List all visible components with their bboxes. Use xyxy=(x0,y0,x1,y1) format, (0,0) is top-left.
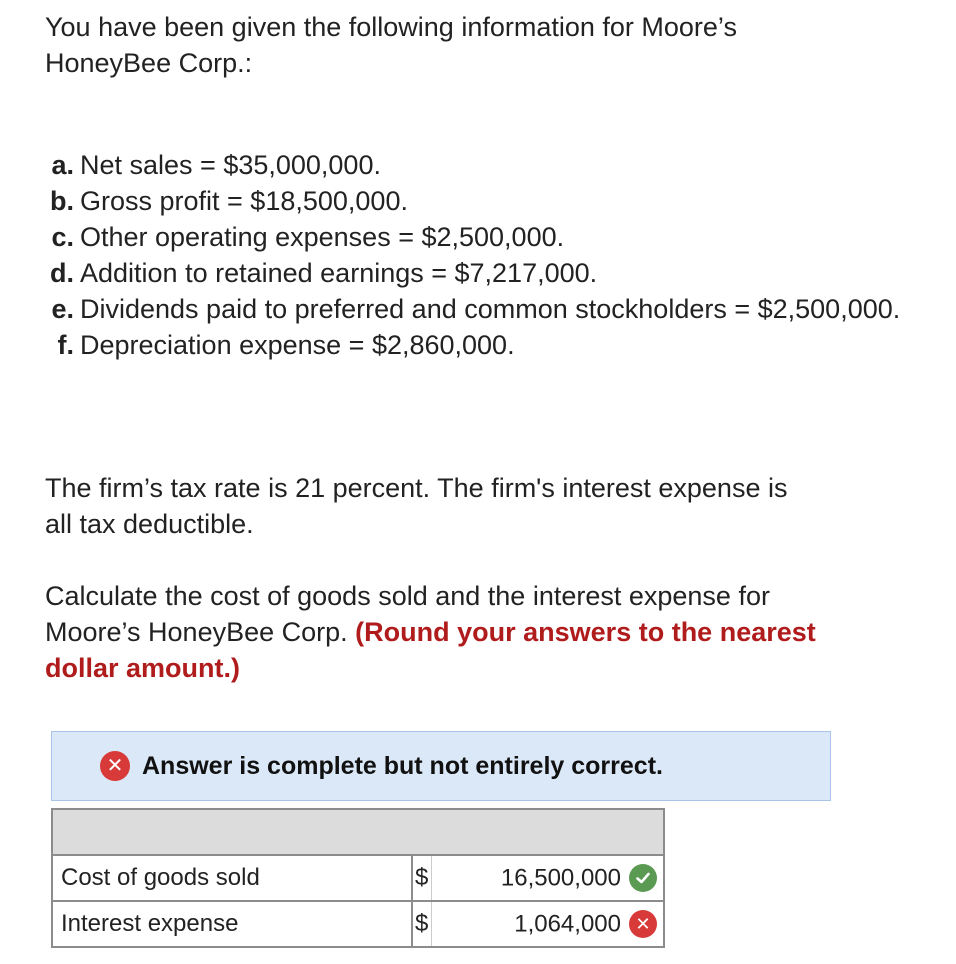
item-label: d. xyxy=(50,258,74,288)
result-banner xyxy=(51,731,831,801)
answer-table xyxy=(51,808,665,948)
question-line-1: Calculate the cost of goods sold and the interest expense for xyxy=(45,581,770,611)
item-text: Dividends paid to preferred and common stockholders = $2,500,000. xyxy=(80,294,901,324)
item-label: a. xyxy=(51,150,74,180)
incorrect-icon: ✕ xyxy=(100,751,130,781)
table-row xyxy=(52,855,664,901)
table-row xyxy=(52,901,664,947)
item-text: Gross profit = $18,500,000. xyxy=(80,186,408,216)
currency-symbol: $ xyxy=(412,901,432,947)
given-info-list xyxy=(45,147,920,363)
item-text: Net sales = $35,000,000. xyxy=(80,150,381,180)
correct-check-icon xyxy=(629,864,657,892)
intro-line-2: HoneyBee Corp.: xyxy=(45,48,253,78)
currency-symbol: $ xyxy=(412,855,432,901)
rounding-instruction-cont: dollar amount.) xyxy=(45,653,240,683)
row-label: Interest expense xyxy=(52,901,412,947)
item-label: e. xyxy=(51,294,74,324)
intro-line-1: You have been given the following information for Moore’s xyxy=(45,12,737,42)
tax-line-1: The firm’s tax rate is 21 percent. The firm's interest expense is xyxy=(45,473,788,503)
result-banner-text: Answer is complete but not entirely correct. xyxy=(142,751,663,780)
answer-value: 16,500,000 xyxy=(500,864,621,892)
item-text: Other operating expenses = $2,500,000. xyxy=(80,222,565,252)
rounding-instruction: (Round your answers to the nearest xyxy=(355,617,816,647)
item-label: f. xyxy=(57,330,74,360)
tax-line-2: all tax deductible. xyxy=(45,509,254,539)
answer-value: 1,064,000 xyxy=(514,910,621,938)
question-text: Moore’s HoneyBee Corp. xyxy=(45,617,356,647)
item-text: Depreciation expense = $2,860,000. xyxy=(80,330,515,360)
cogs-answer-field[interactable] xyxy=(432,855,665,901)
question-line-2 xyxy=(45,614,816,650)
item-text: Addition to retained earnings = $7,217,000. xyxy=(80,258,598,288)
list-item xyxy=(45,327,920,363)
list-item xyxy=(45,147,920,183)
table-header xyxy=(52,809,664,855)
item-label: c. xyxy=(51,222,74,252)
list-item xyxy=(45,291,920,327)
list-item xyxy=(45,183,920,219)
list-item xyxy=(45,255,920,291)
item-label: b. xyxy=(50,186,74,216)
incorrect-x-icon: ✕ xyxy=(629,910,657,938)
list-item xyxy=(45,219,920,255)
interest-answer-field[interactable] xyxy=(432,901,665,947)
row-label: Cost of goods sold xyxy=(52,855,412,901)
